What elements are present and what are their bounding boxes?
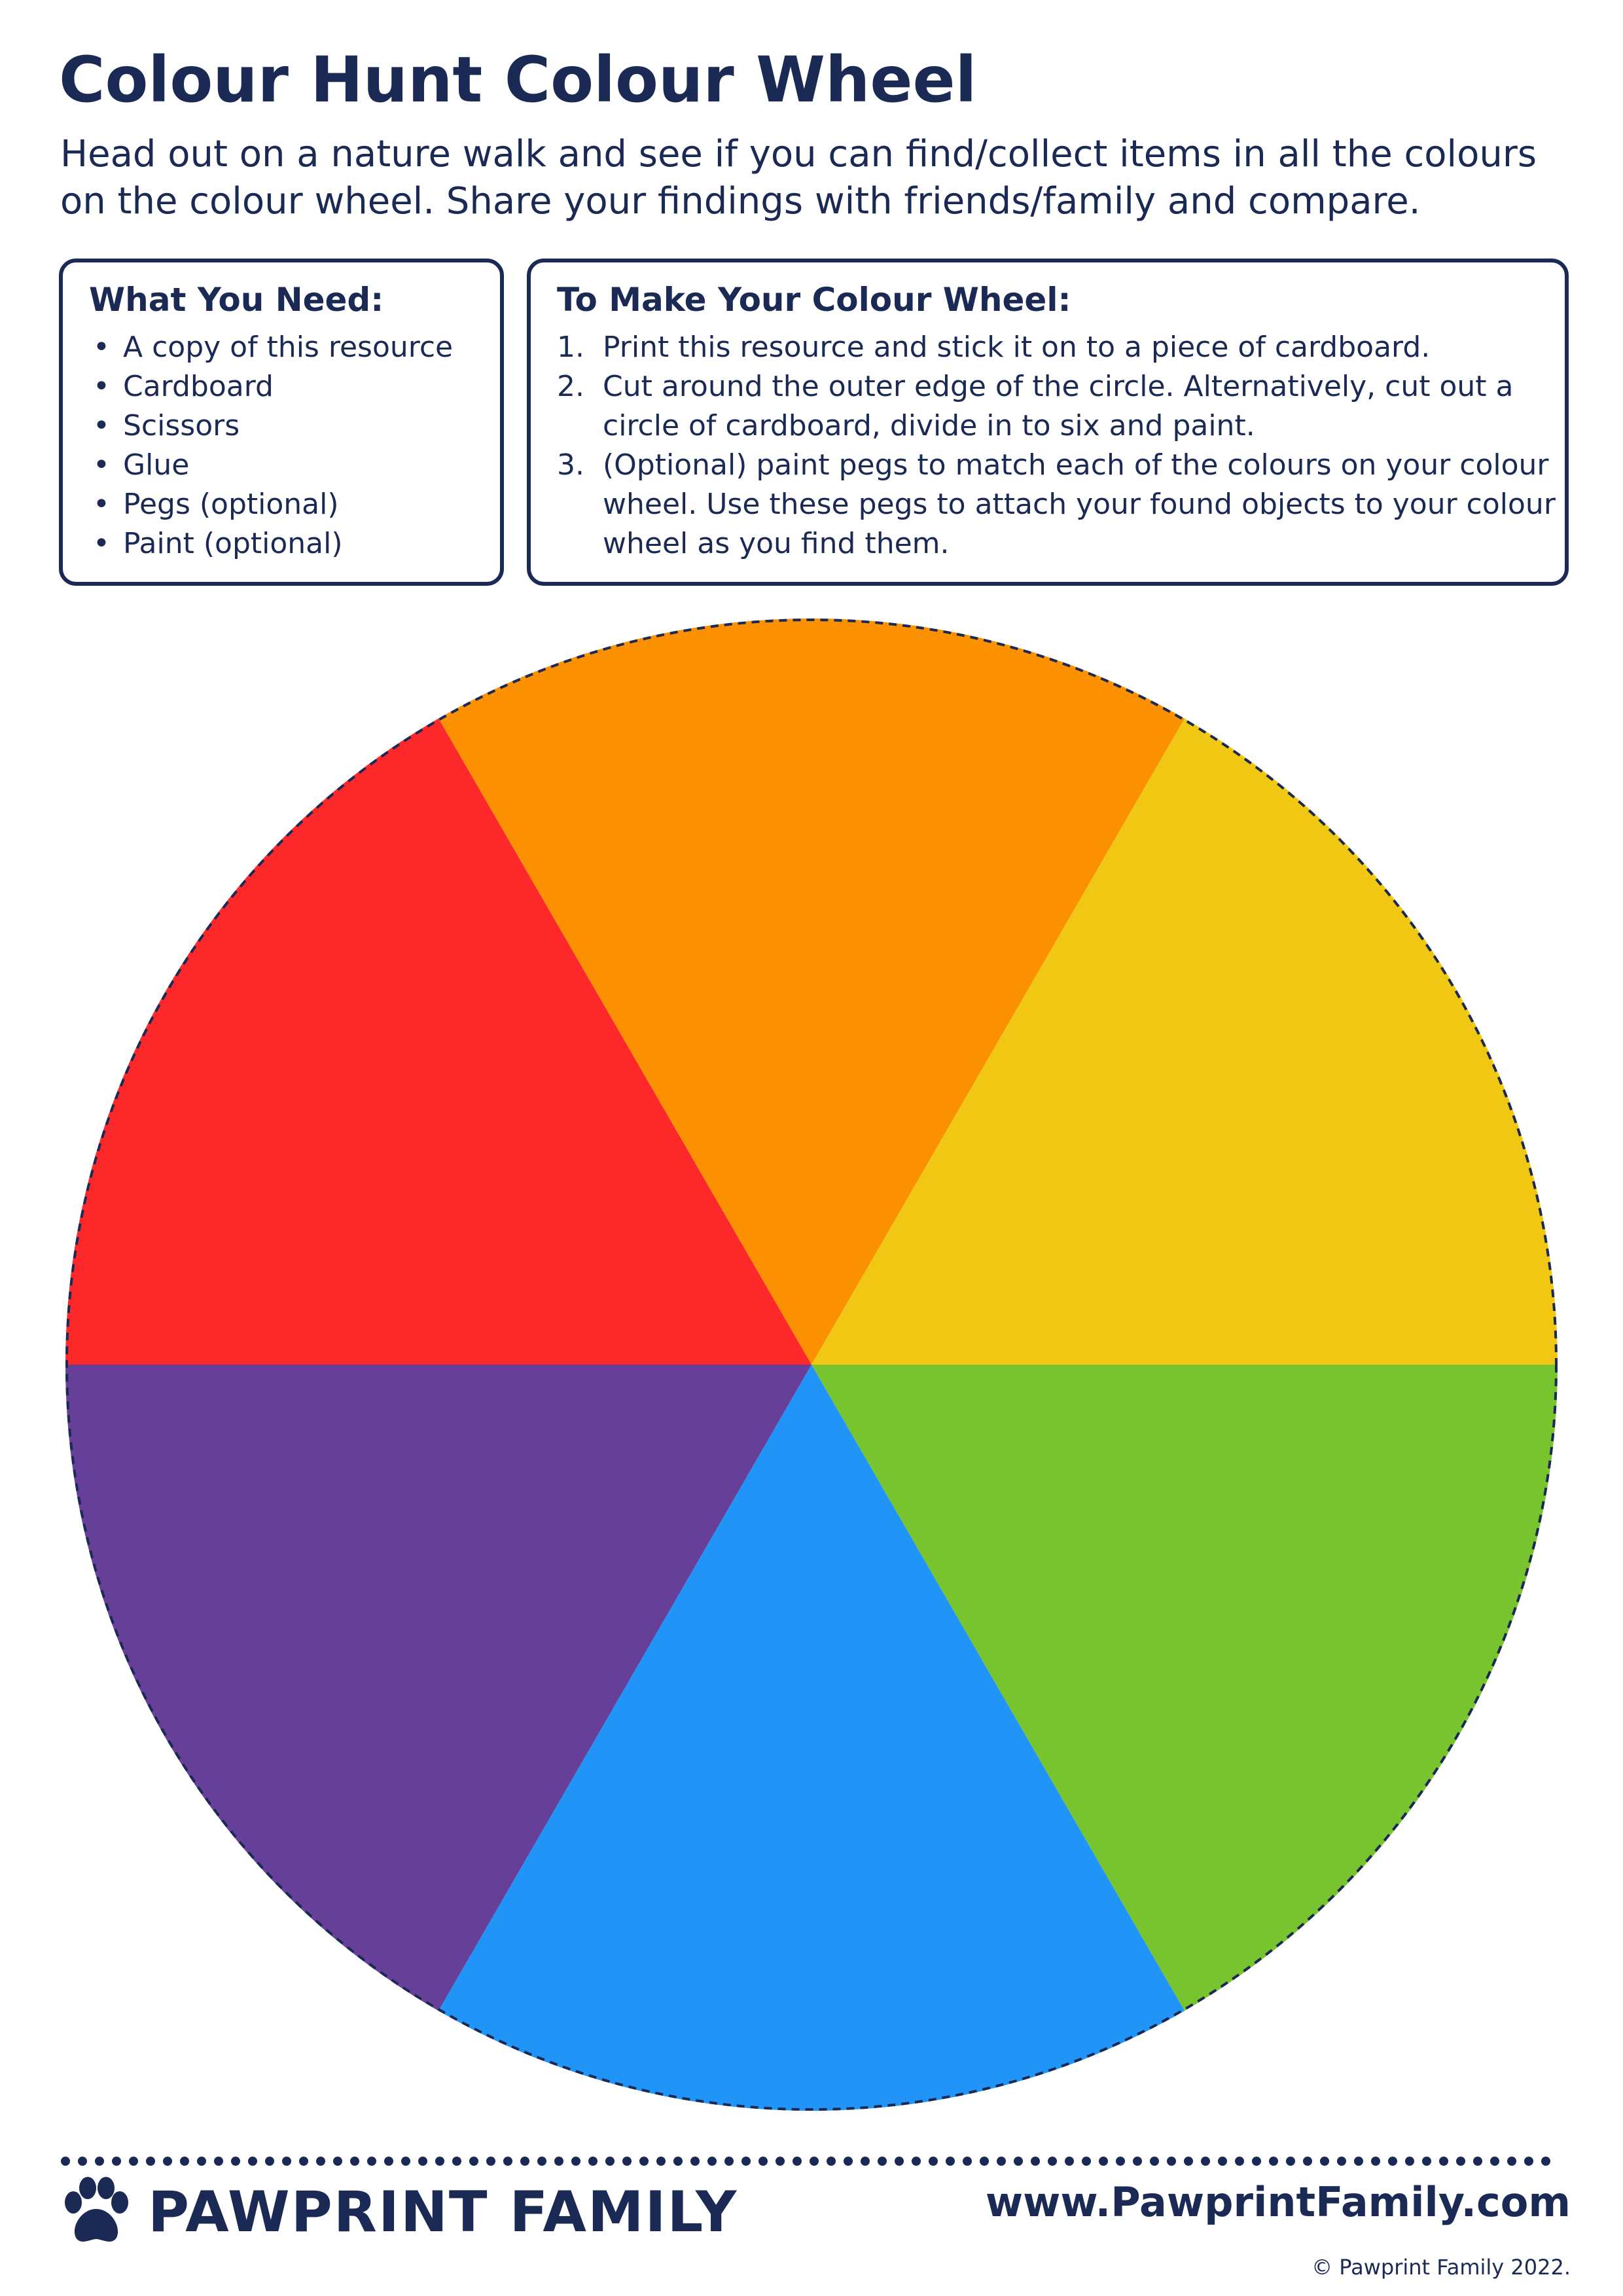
- divider-dot: [1099, 2157, 1108, 2166]
- needs-item-label: Pegs (optional): [123, 488, 339, 521]
- divider-dot: [1133, 2157, 1142, 2166]
- what-you-need-title: What You Need:: [89, 281, 384, 319]
- divider-dot: [827, 2157, 836, 2166]
- divider-dot: [776, 2157, 785, 2166]
- divider-dot: [316, 2157, 325, 2166]
- divider-dot: [1252, 2157, 1261, 2166]
- copyright-text: © Pawprint Family 2022.: [1311, 2255, 1571, 2280]
- divider-dot: [163, 2157, 172, 2166]
- divider-dot: [878, 2157, 887, 2166]
- divider-dot: [1524, 2157, 1533, 2166]
- divider-dot: [367, 2157, 376, 2166]
- needs-item: [89, 328, 453, 367]
- divider-dot: [997, 2157, 1006, 2166]
- divider-dot: [963, 2157, 972, 2166]
- divider-dot: [129, 2157, 138, 2166]
- divider-dot: [1541, 2157, 1550, 2166]
- divider-dot: [1218, 2157, 1227, 2166]
- step-number: 1.: [557, 331, 584, 364]
- divider-dot: [401, 2157, 410, 2166]
- divider-dot: [333, 2157, 342, 2166]
- step-number: 3.: [557, 448, 584, 482]
- divider-dot: [1320, 2157, 1329, 2166]
- divider-dot: [1150, 2157, 1159, 2166]
- divider-dot: [656, 2157, 666, 2166]
- divider-dot: [571, 2157, 580, 2166]
- divider-dot: [1167, 2157, 1176, 2166]
- bullet: •: [93, 409, 110, 442]
- divider-dot: [1048, 2157, 1057, 2166]
- make-instructions-title: To Make Your Colour Wheel:: [557, 281, 1071, 319]
- step-text: Cut around the outer edge of the circle. Alternatively, cut out a circle of cardboard, divide in to six and paint.: [603, 370, 1514, 442]
- needs-item-label: Scissors: [123, 409, 240, 442]
- needs-list: [89, 328, 453, 564]
- bullet: •: [93, 370, 110, 403]
- instruction-step: [557, 328, 1565, 367]
- divider-dot: [673, 2157, 683, 2166]
- divider-dot: [741, 2157, 751, 2166]
- divider-dot: [793, 2157, 802, 2166]
- paw-print-icon: [59, 2176, 131, 2248]
- instruction-step: [557, 367, 1565, 446]
- divider-dot: [1031, 2157, 1040, 2166]
- needs-item: [89, 406, 453, 446]
- divider-dot: [452, 2157, 461, 2166]
- divider-dot: [350, 2157, 359, 2166]
- divider-dot: [265, 2157, 274, 2166]
- divider-dot: [622, 2157, 632, 2166]
- needs-item: [89, 524, 453, 564]
- step-text: Print this resource and stick it on to a piece of cardboard.: [603, 331, 1431, 364]
- divider-dot: [469, 2157, 478, 2166]
- divider-dot: [231, 2157, 240, 2166]
- divider-dot: [1473, 2157, 1482, 2166]
- divider-dot: [299, 2157, 308, 2166]
- divider-dot: [197, 2157, 206, 2166]
- divider-dot: [1065, 2157, 1074, 2166]
- divider-dot: [1354, 2157, 1363, 2166]
- divider-dot: [1235, 2157, 1244, 2166]
- step-number: 2.: [557, 370, 584, 403]
- divider-dot: [758, 2157, 768, 2166]
- divider-dot: [61, 2157, 70, 2166]
- divider-dot: [112, 2157, 121, 2166]
- divider-dot: [724, 2157, 734, 2166]
- divider-dot: [537, 2157, 546, 2166]
- divider-dot: [912, 2157, 921, 2166]
- instructions-list: [557, 328, 1565, 564]
- divider-dot: [588, 2157, 597, 2166]
- page-title: Colour Hunt Colour Wheel: [59, 43, 977, 117]
- needs-item-label: Glue: [123, 448, 190, 482]
- divider-dot: [690, 2157, 700, 2166]
- wheel-segments: [65, 619, 1558, 2111]
- make-instructions-box: [527, 259, 1569, 586]
- divider-dot: [1286, 2157, 1295, 2166]
- divider-dot: [418, 2157, 427, 2166]
- divider-dot: [1303, 2157, 1312, 2166]
- divider-dot: [1201, 2157, 1210, 2166]
- divider-dot: [1388, 2157, 1397, 2166]
- intro-text: Head out on a nature walk and see if you can find/collect items in all the colours on the colour wheel. Share your findings with friends/family and compare.: [60, 133, 1537, 223]
- divider-dot: [78, 2157, 87, 2166]
- divider-dot: [844, 2157, 853, 2166]
- needs-item-label: Paint (optional): [123, 527, 343, 560]
- divider-dot: [1116, 2157, 1125, 2166]
- divider-dot: [486, 2157, 495, 2166]
- what-you-need-box: [59, 259, 504, 586]
- divider-dot: [95, 2157, 104, 2166]
- divider-dot: [1507, 2157, 1516, 2166]
- bullet: •: [93, 331, 110, 364]
- divider-dot: [1269, 2157, 1278, 2166]
- divider-dot: [605, 2157, 615, 2166]
- divider-dot: [946, 2157, 955, 2166]
- divider-dot: [503, 2157, 512, 2166]
- divider-dot: [810, 2157, 819, 2166]
- divider-dot: [1184, 2157, 1193, 2166]
- divider-dot: [1014, 2157, 1023, 2166]
- divider-dot: [980, 2157, 989, 2166]
- step-text: (Optional) paint pegs to match each of the colours on your colour wheel. Use these pegs to attach your found objects to your colour wheel as you find them.: [603, 448, 1556, 560]
- divider-dot: [1439, 2157, 1448, 2166]
- needs-item-label: A copy of this resource: [123, 331, 454, 364]
- divider-dot: [248, 2157, 257, 2166]
- website-link[interactable]: www.PawprintFamily.com: [985, 2178, 1571, 2226]
- divider-dot: [1490, 2157, 1499, 2166]
- divider-dot: [1422, 2157, 1431, 2166]
- divider-dot: [180, 2157, 189, 2166]
- needs-item: [89, 485, 453, 524]
- divider-dot: [1405, 2157, 1414, 2166]
- divider-dot: [707, 2157, 717, 2166]
- bullet: •: [93, 527, 110, 560]
- divider-dot: [639, 2157, 649, 2166]
- divider-dot: [214, 2157, 223, 2166]
- divider-dot: [384, 2157, 393, 2166]
- instruction-step: [557, 446, 1565, 564]
- needs-item-label: Cardboard: [123, 370, 274, 403]
- divider-dot: [1337, 2157, 1346, 2166]
- bullet: •: [93, 488, 110, 521]
- colour-wheel: [59, 612, 1564, 2117]
- divider-dot: [929, 2157, 938, 2166]
- divider-dot: [1456, 2157, 1465, 2166]
- divider-dot: [554, 2157, 563, 2166]
- divider-dot: [1371, 2157, 1380, 2166]
- needs-item: [89, 446, 453, 485]
- bullet: •: [93, 448, 110, 482]
- divider-dot: [282, 2157, 291, 2166]
- divider-dot: [1082, 2157, 1091, 2166]
- dotted-divider: [60, 2153, 1565, 2169]
- brand-name: PAWPRINT FAMILY: [148, 2179, 738, 2245]
- divider-dot: [435, 2157, 444, 2166]
- pawprint-family-logo: [59, 2176, 738, 2248]
- divider-dot: [861, 2157, 870, 2166]
- needs-item: [89, 367, 453, 406]
- divider-dot: [895, 2157, 904, 2166]
- divider-dot: [520, 2157, 529, 2166]
- divider-dot: [146, 2157, 155, 2166]
